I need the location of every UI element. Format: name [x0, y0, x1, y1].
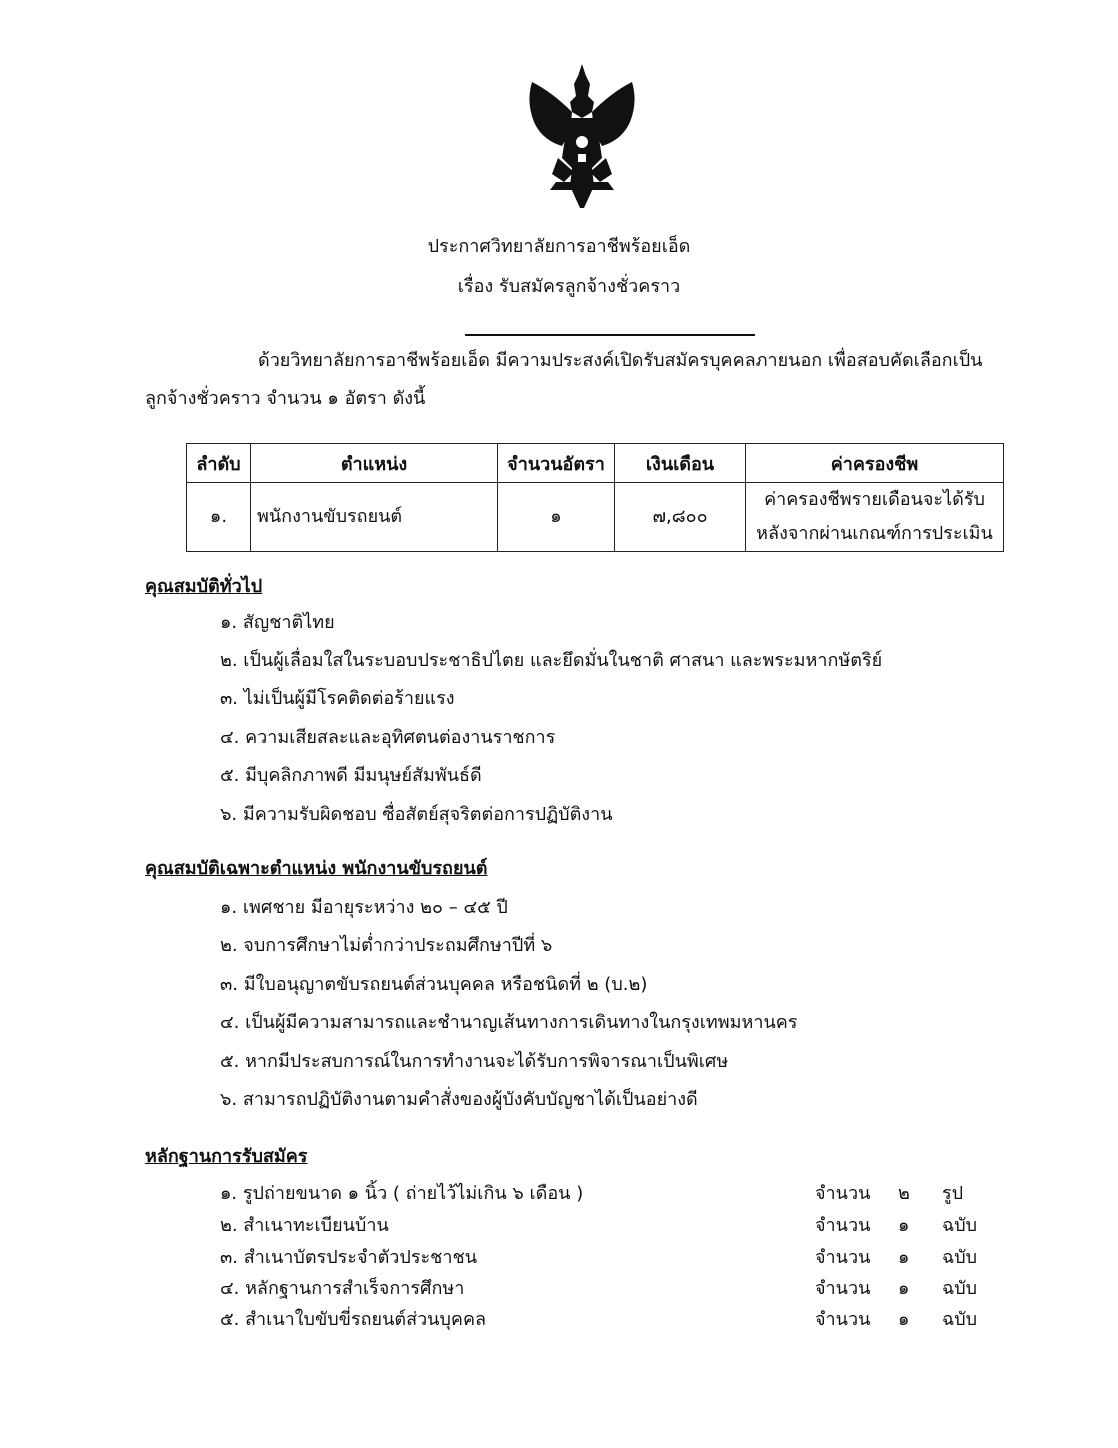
list-item: ๒. เป็นผู้เลื่อมใสในระบอบประชาธิปไตย และยึดมั่นในชาติ ศาสนา และพระมหากษัตริย์ — [220, 650, 883, 671]
list-item: ๒. จบการศึกษาไม่ต่ำกว่าประถมศึกษาปีที่ ๖ — [220, 935, 553, 956]
document-qty: ๒ — [898, 1183, 910, 1204]
list-item: ๖. มีความรับผิดชอบ ซื่อสัตย์สุจริตต่อการปฏิบัติงาน — [220, 804, 613, 825]
document-qty-label: จำนวน — [815, 1247, 871, 1268]
cell-salary: ๗,๘๐๐ — [615, 483, 746, 552]
announcement-title: ประกาศวิทยาลัยการอาชีพร้อยเอ็ด — [427, 236, 691, 257]
document-qty: ๑ — [898, 1247, 910, 1268]
document-item: ๕. สำเนาใบขับขี่รถยนต์ส่วนบุคคล — [220, 1309, 487, 1330]
document-unit: ฉบับ — [942, 1278, 978, 1299]
list-item: ๕. มีบุคลิกภาพดี มีมนุษย์สัมพันธ์ดี — [220, 765, 482, 786]
list-item: ๓. ไม่เป็นผู้มีโรคติดต่อร้ายแรง — [220, 688, 455, 709]
document-qty-label: จำนวน — [815, 1278, 871, 1299]
cell-position: พนักงานขับรถยนต์ — [251, 483, 498, 552]
list-item: ๕. หากมีประสบการณ์ในการทำงานจะได้รับการพิจารณาเป็นพิเศษ — [220, 1051, 729, 1072]
specific-heading: คุณสมบัติเฉพาะตำแหน่ง พนักงานขับรถยนต์ — [145, 858, 488, 879]
header-salary: เงินเดือน — [615, 444, 746, 483]
document-qty: ๑ — [898, 1215, 910, 1236]
allowance-line-1: ค่าครองชีพรายเดือนจะได้รับ — [764, 489, 985, 510]
list-item: ๑. สัญชาติไทย — [220, 612, 335, 633]
document-item: ๔. หลักฐานการสำเร็จการศึกษา — [220, 1278, 465, 1299]
list-item: ๔. ความเสียสละและอุทิศตนต่องานราชการ — [220, 727, 556, 748]
allowance-line-2: หลังจากผ่านเกณฑ์การประเมิน — [756, 523, 993, 544]
document-qty: ๑ — [898, 1278, 910, 1299]
header-position: ตำแหน่ง — [251, 444, 498, 483]
document-unit: ฉบับ — [942, 1309, 978, 1330]
cell-allowance — [746, 483, 1004, 552]
garuda-emblem-icon — [522, 62, 642, 212]
documents-heading: หลักฐานการรับสมัคร — [145, 1146, 308, 1167]
document-qty-label: จำนวน — [815, 1309, 871, 1330]
table-header-row — [187, 444, 1004, 483]
document-qty-label: จำนวน — [815, 1183, 871, 1204]
announcement-subject: เรื่อง รับสมัครลูกจ้างชั่วคราว — [457, 276, 681, 297]
cell-count: ๑ — [498, 483, 615, 552]
general-heading: คุณสมบัติทั่วไป — [145, 576, 263, 597]
list-item: ๑. เพศชาย มีอายุระหว่าง ๒๐ – ๔๕ ปี — [220, 897, 508, 918]
document-item: ๓. สำเนาบัตรประจำตัวประชาชน — [220, 1247, 478, 1268]
document-unit: ฉบับ — [942, 1247, 978, 1268]
header-allowance: ค่าครองชีพ — [746, 444, 1004, 483]
document-qty: ๑ — [898, 1309, 910, 1330]
document-unit: รูป — [942, 1183, 964, 1204]
header-no: ลำดับ — [187, 444, 251, 483]
document-item: ๒. สำเนาทะเบียนบ้าน — [220, 1215, 389, 1236]
document-qty-label: จำนวน — [815, 1215, 871, 1236]
list-item: ๔. เป็นผู้มีความสามารถและชำนาญเส้นทางการเดินทางในกรุงเทพมหานคร — [220, 1012, 798, 1033]
document-item: ๑. รูปถ่ายขนาด ๑ นิ้ว ( ถ่ายไว้ไม่เกิน ๖ เดือน ) — [220, 1183, 584, 1204]
position-table — [186, 443, 1004, 552]
divider — [465, 334, 755, 336]
table-row — [187, 483, 1004, 552]
intro-line-2: ลูกจ้างชั่วคราว จำนวน ๑ อัตรา ดังนี้ — [145, 388, 426, 409]
header-count: จำนวนอัตรา — [498, 444, 615, 483]
cell-no: ๑. — [187, 483, 251, 552]
list-item: ๖. สามารถปฏิบัติงานตามคำสั่งของผู้บังคับบัญชาได้เป็นอย่างดี — [220, 1089, 698, 1110]
intro-line-1: ด้วยวิทยาลัยการอาชีพร้อยเอ็ด มีความประสงค์เปิดรับสมัครบุคคลภายนอก เพื่อสอบคัดเลือกเป็น — [258, 350, 983, 371]
document-unit: ฉบับ — [942, 1215, 978, 1236]
list-item: ๓. มีใบอนุญาตขับรถยนต์ส่วนบุคคล หรือชนิดที่ ๒ (บ.๒) — [220, 974, 648, 995]
